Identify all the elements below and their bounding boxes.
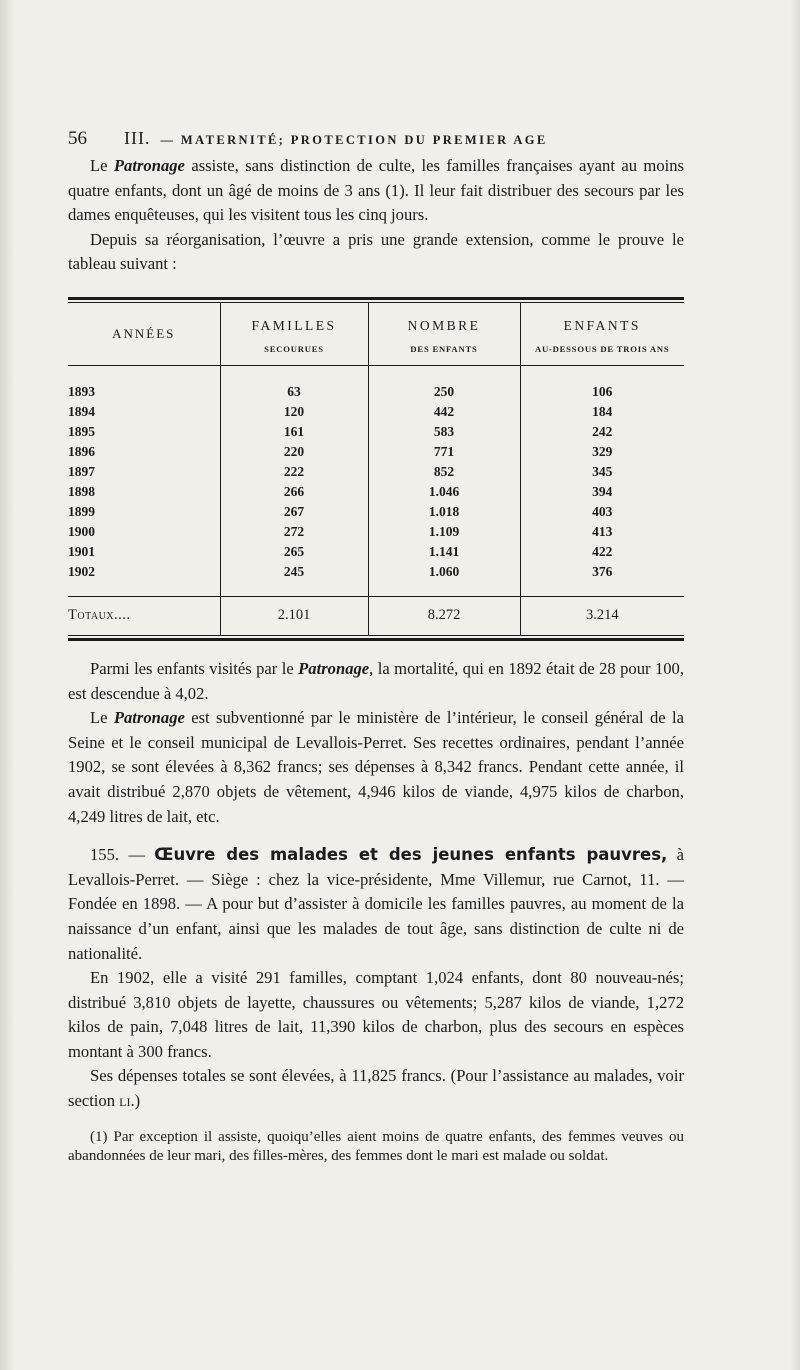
year-cell: 1893 [68, 383, 95, 399]
table-row [68, 402, 684, 422]
nombre-cell: 1.060 [368, 562, 520, 597]
paragraph-extension: Depuis sa réorganisation, l’œuvre a pris une grande extension, comme le prouve le tableau suivant : [68, 229, 684, 274]
familles-cell: 272 [220, 522, 368, 542]
year-cell: 1902 [68, 563, 95, 579]
paragraph-oeuvre-155 [68, 843, 684, 966]
paragraph-intro [68, 154, 684, 228]
nombre-cell: 1.109 [368, 522, 520, 542]
table-row [68, 522, 684, 542]
year-cell: 1894 [68, 403, 95, 419]
table-row [68, 562, 684, 597]
nombre-cell: 442 [368, 402, 520, 422]
year-cell: 1895 [68, 423, 95, 439]
enfants-cell: 106 [520, 365, 684, 402]
enfants-cell: 184 [520, 402, 684, 422]
totals-label: Totaux.... [68, 596, 220, 635]
running-head [68, 128, 684, 154]
year-cell: 1900 [68, 523, 95, 539]
totals-row [68, 596, 684, 635]
subheader-enfants: AU-DESSOUS DE TROIS ANS [520, 334, 684, 366]
familles-cell: 222 [220, 462, 368, 482]
table-row [68, 542, 684, 562]
table-row [68, 482, 684, 502]
para3-lead: Parmi les enfants visités par le [90, 658, 299, 678]
familles-cell: 161 [220, 422, 368, 442]
page-number: 56 [68, 128, 87, 149]
paragraph-mortalite [68, 657, 684, 706]
familles-cell: 120 [220, 402, 368, 422]
year-cell: 1898 [68, 483, 95, 499]
familles-cell: 63 [220, 365, 368, 402]
table-row [68, 365, 684, 402]
table-row [68, 502, 684, 522]
familles-cell: 266 [220, 482, 368, 502]
para1-rest: assiste, sans distinction de culte, les familles françaises ayant au moins quatre enfants, dont un âgé de moins de 3 ans (1). Il leur fait distribuer des secours par les dames enquêteuses, qui les visitent tous les cinq jours. [68, 156, 685, 225]
enfants-cell: 242 [520, 422, 684, 442]
footnote: (1) Par exception il assiste, quoiqu’elles aient moins de quatre enfants, des femmes veuves ou abandonnées de leur mari, des filles-mères, des femmes dont le mari est malade ou soldat. [68, 1128, 684, 1164]
header-nombre: NOMBRE [368, 303, 520, 334]
enfants-cell: 329 [520, 442, 684, 462]
nombre-cell: 1.141 [368, 542, 520, 562]
nombre-cell: 250 [368, 365, 520, 402]
page-left-edge [0, 0, 14, 1370]
total-familles: 2.101 [220, 596, 368, 635]
table-top-rule [68, 297, 684, 300]
enfants-cell: 422 [520, 542, 684, 562]
total-nombre: 8.272 [368, 596, 520, 635]
para1-lead: Le [90, 156, 114, 175]
paragraph-1902: En 1902, elle a visité 291 familles, comptant 1,024 enfants, dont 80 nouveau-nés; distribué 3,810 objets de layette, chaussures ou vêtements; 5,287 kilos de viande, 1,272 kilos de pain, 7,048 litres de lait, 11,390 kilos de charbon, plus des secours en espèces montant à 300 francs. [68, 968, 684, 1061]
header-annees: ANNÉES [68, 303, 220, 366]
enfants-cell: 345 [520, 462, 684, 482]
year-cell: 1896 [68, 443, 95, 459]
section-heading: Œuvre des malades et des jeunes enfants pauvres, [154, 845, 668, 865]
familles-cell: 245 [220, 562, 368, 597]
nombre-cell: 852 [368, 462, 520, 482]
table-row [68, 442, 684, 462]
year-cell: 1899 [68, 503, 95, 519]
para7-rest: .) [130, 1091, 141, 1111]
page-content [68, 128, 684, 1181]
statistics-table [68, 297, 684, 641]
enfants-cell: 394 [520, 482, 684, 502]
year-cell: 1897 [68, 463, 95, 479]
enfants-cell: 403 [520, 502, 684, 522]
para3-patronage: Patronage [298, 658, 370, 678]
para7-lead: Ses dépenses totales se sont élevées, à 11,825 francs. (Pour l’assistance au malades, voir section [68, 1066, 684, 1111]
para5-rest: à Levallois-Perret. — Siège : chez la vice-présidente, Mme Villemur, rue Carnot, 11. — Fondée en 1898. — A pour but d’assister à domicile les familles pauvres, au moment de la naissance d’un enfant, ainsi que les malades de tout âge, sans distinction de culte ni de nationalité. [68, 845, 684, 963]
nombre-cell: 1.018 [368, 502, 520, 522]
enfants-cell: 413 [520, 522, 684, 542]
total-enfants: 3.214 [520, 596, 684, 635]
table-bottom-rule-thin [68, 635, 684, 636]
enfants-cell: 376 [520, 562, 684, 597]
year-cell: 1901 [68, 543, 95, 559]
nombre-cell: 1.046 [368, 482, 520, 502]
familles-cell: 220 [220, 442, 368, 462]
para3-rest: , la mortalité, qui en 1892 était de 28 pour 100, est descendue à 4,02. [68, 658, 685, 703]
running-title: — MATERNITÉ; PROTECTION DU PREMIER AGE [160, 133, 548, 147]
subheader-familles: SECOURUES [220, 334, 368, 366]
para4-patronage: Patronage [113, 708, 185, 728]
paragraph-depenses [68, 1064, 684, 1113]
nombre-cell: 771 [368, 442, 520, 462]
section-ref: li [119, 1091, 131, 1111]
familles-cell: 265 [220, 542, 368, 562]
stats-table [68, 303, 684, 635]
table-bottom-rule [68, 638, 684, 641]
page-right-edge [790, 0, 800, 1370]
table-row [68, 462, 684, 482]
table-row [68, 422, 684, 442]
familles-cell: 267 [220, 502, 368, 522]
para1-patronage: Patronage [113, 156, 185, 175]
subheader-nombre: DES ENFANTS [368, 334, 520, 366]
para4-rest: est subventionné par le ministère de l’intérieur, le conseil général de la Seine et le conseil municipal de Levallois-Perret. Ses recettes ordinaires, pendant l’année 1902, se sont élevées à 8,362 francs; ses dépenses à 8,342 francs. Pendant cette année, il avait distribué 2,870 objets de vêtement, 4,946 kilos de viande, 4,975 kilos de charbon, 4,249 litres de lait, etc. [68, 708, 684, 826]
paragraph-subvention [68, 706, 684, 829]
section-number: 155. — [90, 845, 155, 865]
para4-lead: Le [90, 708, 114, 728]
chapter-number: III. [124, 128, 151, 148]
table-body [68, 365, 684, 596]
header-enfants: ENFANTS [520, 303, 684, 334]
header-familles: FAMILLES [220, 303, 368, 334]
nombre-cell: 583 [368, 422, 520, 442]
